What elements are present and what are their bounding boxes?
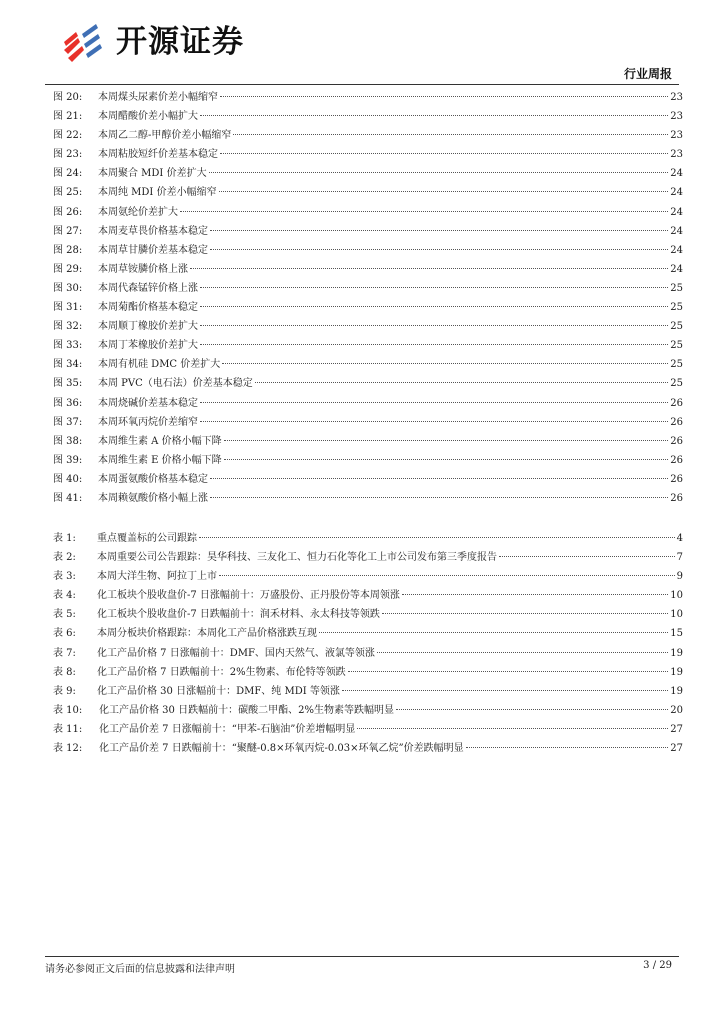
figure-toc-entry-number: 图 35: — [53, 378, 83, 390]
figure-toc-entry[interactable] — [53, 222, 683, 241]
table-toc-entry-number: 表 4: — [53, 590, 76, 602]
dot-leader — [200, 344, 668, 345]
table-toc-entry-number: 表 1: — [53, 533, 76, 544]
figure-toc-entry[interactable] — [53, 107, 683, 126]
figure-toc-entry-title: 本周赖氨酸价格小幅上涨 — [98, 492, 208, 504]
dot-leader — [200, 325, 668, 326]
table-toc-entry-number: 表 2: — [53, 552, 76, 564]
figure-toc-entry[interactable] — [53, 260, 683, 279]
figure-toc-entry-number: 图 28: — [53, 244, 83, 256]
table-toc-entry-title: 化工板块个股收盘价-7 日涨幅前十：万盛股份、正丹股份等本周领涨 — [97, 590, 400, 602]
figure-toc-entry[interactable] — [53, 88, 683, 107]
figure-toc-entry-number: 图 40: — [53, 473, 83, 485]
dot-leader — [377, 652, 668, 653]
table-toc-entry-page: 10 — [670, 609, 683, 621]
company-logo — [56, 20, 244, 64]
dot-leader — [180, 211, 668, 212]
table-toc-entry-title: 化工产品价格 7 日跌幅前十：2%生物素、布伦特等领跌 — [97, 666, 346, 678]
dot-leader — [190, 268, 668, 269]
figure-toc-entry-page: 26 — [670, 397, 683, 409]
figure-toc-entry[interactable] — [53, 394, 683, 413]
figure-toc-entry-number: 图 27: — [53, 225, 83, 237]
figure-toc-entry-title: 本周草甘膦价差基本稳定 — [98, 244, 208, 256]
figure-toc-entry[interactable] — [53, 451, 683, 470]
dot-leader — [220, 96, 668, 97]
figure-toc-entry-title: 本周烧碱价差基本稳定 — [98, 397, 198, 409]
dot-leader — [224, 459, 669, 460]
figure-toc-entry-page: 25 — [670, 340, 683, 352]
page-indicator: 3 / 29 — [643, 960, 672, 971]
dot-leader — [210, 230, 668, 231]
figure-toc-entry-number: 图 41: — [53, 492, 83, 504]
dot-leader — [466, 747, 669, 748]
table-toc-entry-page: 20 — [670, 704, 683, 716]
figure-toc-entry-title: 本周菊酯价格基本稳定 — [98, 302, 198, 314]
figure-toc-entry[interactable] — [53, 432, 683, 451]
dot-leader — [233, 134, 668, 135]
figure-toc-entry-number: 图 30: — [53, 282, 83, 294]
figure-toc-entry-page: 23 — [670, 92, 683, 103]
figure-toc-entry-page: 25 — [670, 282, 683, 294]
figure-toc-entry-number: 图 32: — [53, 321, 83, 333]
table-toc-entry-page: 27 — [670, 743, 683, 755]
figure-toc-entry-title: 本周有机硅 DMC 价差扩大 — [98, 359, 221, 371]
dot-leader — [200, 287, 668, 288]
dot-leader — [200, 421, 668, 422]
figure-toc-entry-page: 25 — [670, 359, 683, 371]
figure-toc-entry-number: 图 37: — [53, 416, 83, 428]
figure-toc-entry[interactable] — [53, 241, 683, 260]
figure-toc-entry-title: 本周蛋氨酸价格基本稳定 — [98, 473, 208, 485]
table-toc-entry-title: 本周大洋生物、阿拉丁上市 — [97, 571, 217, 583]
figure-toc-entry-page: 24 — [670, 225, 683, 237]
figure-toc-entry[interactable] — [53, 489, 683, 508]
dot-leader — [219, 191, 669, 192]
dot-leader — [499, 556, 675, 557]
figure-toc-entry-title: 本周环氧丙烷价差缩窄 — [98, 416, 198, 428]
table-toc-entry-title: 本周重要公司公告跟踪：昊华科技、三友化工、恒力石化等化工上市公司发布第三季度报告 — [97, 552, 497, 564]
table-toc-entry-page: 4 — [676, 533, 683, 544]
figure-toc-entry-page: 24 — [670, 206, 683, 218]
table-toc-entry-title: 化工板块个股收盘价-7 日跌幅前十：润禾材料、永太科技等领跌 — [97, 609, 380, 621]
figure-toc-entry-page: 25 — [670, 302, 683, 314]
table-toc-entry[interactable] — [53, 529, 683, 548]
table-toc-entry[interactable] — [53, 663, 683, 682]
figure-toc-entry-page: 26 — [670, 492, 683, 504]
table-toc-entry-title: 化工产品价差 7 日跌幅前十：“聚醚-0.8×环氧丙烷-0.03×环氧乙烷”价差跌幅明显 — [99, 743, 464, 755]
figure-toc-entry[interactable] — [53, 336, 683, 355]
dot-leader — [342, 690, 668, 691]
figure-toc-entry-number: 图 21: — [53, 111, 83, 123]
figure-toc-entry-page: 26 — [670, 473, 683, 485]
dot-leader — [348, 671, 669, 672]
dot-leader — [199, 537, 675, 538]
table-toc-entry-page: 9 — [676, 571, 683, 583]
table-toc-entry[interactable] — [53, 605, 683, 624]
table-toc-entry-number: 表 9: — [53, 685, 76, 697]
figure-toc-entry[interactable] — [53, 164, 683, 183]
dot-leader — [210, 249, 668, 250]
figure-toc-entry-title: 本周纯 MDI 价差小幅缩窄 — [98, 187, 217, 199]
table-toc-entry-title: 化工产品价格 30 日跌幅前十：碳酸二甲酯、2%生物素等跌幅明显 — [99, 704, 394, 716]
dot-leader — [219, 575, 675, 576]
figure-toc-entry-title: 本周乙二醇-甲醇价差小幅缩窄 — [98, 130, 232, 142]
figure-toc-entry[interactable] — [53, 203, 683, 222]
dot-leader — [224, 440, 669, 441]
figure-toc-entry-number: 图 24: — [53, 168, 83, 180]
table-toc-entry[interactable] — [53, 548, 683, 567]
figure-toc-entry-number: 图 38: — [53, 435, 83, 447]
table-toc-entry[interactable] — [53, 624, 683, 643]
figure-toc-entry-page: 25 — [670, 321, 683, 333]
figure-toc-entry-title: 本周醋酸价差小幅扩大 — [98, 111, 198, 123]
figure-toc-entry-page: 23 — [670, 130, 683, 142]
figure-toc-entry-page: 26 — [670, 416, 683, 428]
figure-toc-entry-number: 图 34: — [53, 359, 83, 371]
figure-toc-entry-title: 本周煤头尿素价差小幅缩窄 — [98, 92, 218, 103]
table-toc-entry[interactable] — [53, 720, 683, 739]
figure-toc-entry[interactable] — [53, 145, 683, 164]
table-toc-entry-number: 表 3: — [53, 571, 76, 583]
figure-toc-entry-page: 25 — [670, 378, 683, 390]
figure-toc-entry-number: 图 33: — [53, 340, 83, 352]
figure-toc-entry-page: 23 — [670, 149, 683, 161]
figure-toc-entry[interactable] — [53, 183, 683, 202]
table-toc-entry-title: 重点覆盖标的公司跟踪 — [97, 533, 197, 544]
figure-toc-entry[interactable] — [53, 355, 683, 374]
table-toc-entry-page: 15 — [670, 628, 683, 640]
figure-toc-entry-title: 本周粘胶短纤价差基本稳定 — [98, 149, 218, 161]
figure-toc-entry-page: 24 — [670, 187, 683, 199]
figure-toc-entry[interactable] — [53, 317, 683, 336]
report-type-label: 行业周报 — [623, 67, 672, 81]
table-toc-entry-number: 表 6: — [53, 628, 76, 640]
figure-toc-entry-title: 本周维生素 A 价格小幅下降 — [98, 435, 222, 447]
figure-toc-entry[interactable] — [53, 413, 683, 432]
header-divider — [45, 84, 679, 85]
dot-leader — [222, 363, 668, 364]
figure-toc-entry-page: 26 — [670, 435, 683, 447]
logo-text: 开源证券 — [116, 24, 244, 60]
table-list — [53, 529, 683, 758]
dot-leader — [200, 306, 668, 307]
table-toc-entry-page: 19 — [670, 685, 683, 697]
dot-leader — [255, 382, 668, 383]
figure-toc-entry-number: 图 31: — [53, 302, 83, 314]
table-toc-entry[interactable] — [53, 567, 683, 586]
dot-leader — [209, 172, 669, 173]
dot-leader — [382, 613, 668, 614]
table-toc-entry-page: 19 — [670, 666, 683, 678]
table-toc-entry-number: 表 10: — [53, 704, 83, 716]
figure-toc-entry-number: 图 39: — [53, 454, 83, 466]
table-toc-entry[interactable] — [53, 644, 683, 663]
table-toc-entry[interactable] — [53, 682, 683, 701]
figure-toc-entry-number: 图 22: — [53, 130, 83, 142]
table-toc-entry-number: 表 7: — [53, 647, 76, 659]
dot-leader — [319, 632, 668, 633]
figure-toc-entry-number: 图 26: — [53, 206, 83, 218]
footer-divider — [45, 956, 679, 957]
figure-toc-entry[interactable] — [53, 374, 683, 393]
dot-leader — [210, 478, 668, 479]
figure-toc-entry-number: 图 23: — [53, 149, 83, 161]
figure-toc-entry-page: 23 — [670, 111, 683, 123]
figure-toc-entry-number: 图 25: — [53, 187, 83, 199]
figure-toc-entry-title: 本周代森锰锌价格上涨 — [98, 282, 198, 294]
table-toc-entry-page: 10 — [670, 590, 683, 602]
dot-leader — [396, 709, 668, 710]
figure-toc-entry-number: 图 36: — [53, 397, 83, 409]
figure-toc-entry[interactable] — [53, 470, 683, 489]
figure-toc-entry-title: 本周氨纶价差扩大 — [98, 206, 178, 218]
table-toc-entry[interactable] — [53, 586, 683, 605]
table-toc-entry-number: 表 5: — [53, 609, 76, 621]
dot-leader — [200, 115, 668, 116]
figure-toc-entry-title: 本周顺丁橡胶价差扩大 — [98, 321, 198, 333]
dot-leader — [210, 497, 668, 498]
dot-leader — [220, 153, 668, 154]
figure-toc-entry-page: 24 — [670, 244, 683, 256]
figure-toc-entry-number: 图 20: — [53, 92, 83, 103]
dot-leader — [200, 402, 668, 403]
table-toc-entry-number: 表 8: — [53, 666, 76, 678]
table-toc-entry-number: 表 11: — [53, 723, 83, 735]
figure-toc-entry-title: 本周草铵膦价格上涨 — [98, 263, 188, 275]
figure-toc-entry-title: 本周麦草畏价格基本稳定 — [98, 225, 208, 237]
figure-toc-entry[interactable] — [53, 126, 683, 145]
figure-toc-entry-title: 本周 PVC（电石法）价差基本稳定 — [98, 378, 253, 390]
footer-disclaimer: 请务必参阅正文后面的信息披露和法律声明 — [45, 964, 235, 975]
figure-toc-entry-title: 本周聚合 MDI 价差扩大 — [98, 168, 207, 180]
table-toc-entry-title: 化工产品价格 30 日涨幅前十：DMF、纯 MDI 等领涨 — [97, 685, 340, 697]
dot-leader — [402, 594, 668, 595]
table-toc-entry-number: 表 12: — [53, 743, 83, 755]
table-toc-entry[interactable] — [53, 701, 683, 720]
table-toc-entry-page: 19 — [670, 647, 683, 659]
table-toc-entry-page: 27 — [670, 723, 683, 735]
figure-toc-entry-page: 26 — [670, 454, 683, 466]
kaiyuan-logo-icon — [56, 20, 114, 64]
figure-toc-entry-title: 本周丁苯橡胶价差扩大 — [98, 340, 198, 352]
figure-toc-entry[interactable] — [53, 279, 683, 298]
figure-list — [53, 88, 683, 508]
figure-toc-entry-number: 图 29: — [53, 263, 83, 275]
figure-toc-entry-page: 24 — [670, 263, 683, 275]
table-toc-entry-page: 7 — [676, 552, 683, 564]
table-toc-entry-title: 本周分板块价格跟踪：本周化工产品价格涨跌互现 — [97, 628, 317, 640]
table-toc-entry-title: 化工产品价差 7 日涨幅前十：“甲苯-石脑油”价差增幅明显 — [99, 723, 356, 735]
figure-toc-entry-page: 24 — [670, 168, 683, 180]
table-toc-entry-title: 化工产品价格 7 日涨幅前十：DMF、国内天然气、液氯等领涨 — [97, 647, 375, 659]
figure-toc-entry[interactable] — [53, 298, 683, 317]
table-toc-entry[interactable] — [53, 739, 683, 758]
dot-leader — [357, 728, 668, 729]
figure-toc-entry-title: 本周维生素 E 价格小幅下降 — [98, 454, 222, 466]
